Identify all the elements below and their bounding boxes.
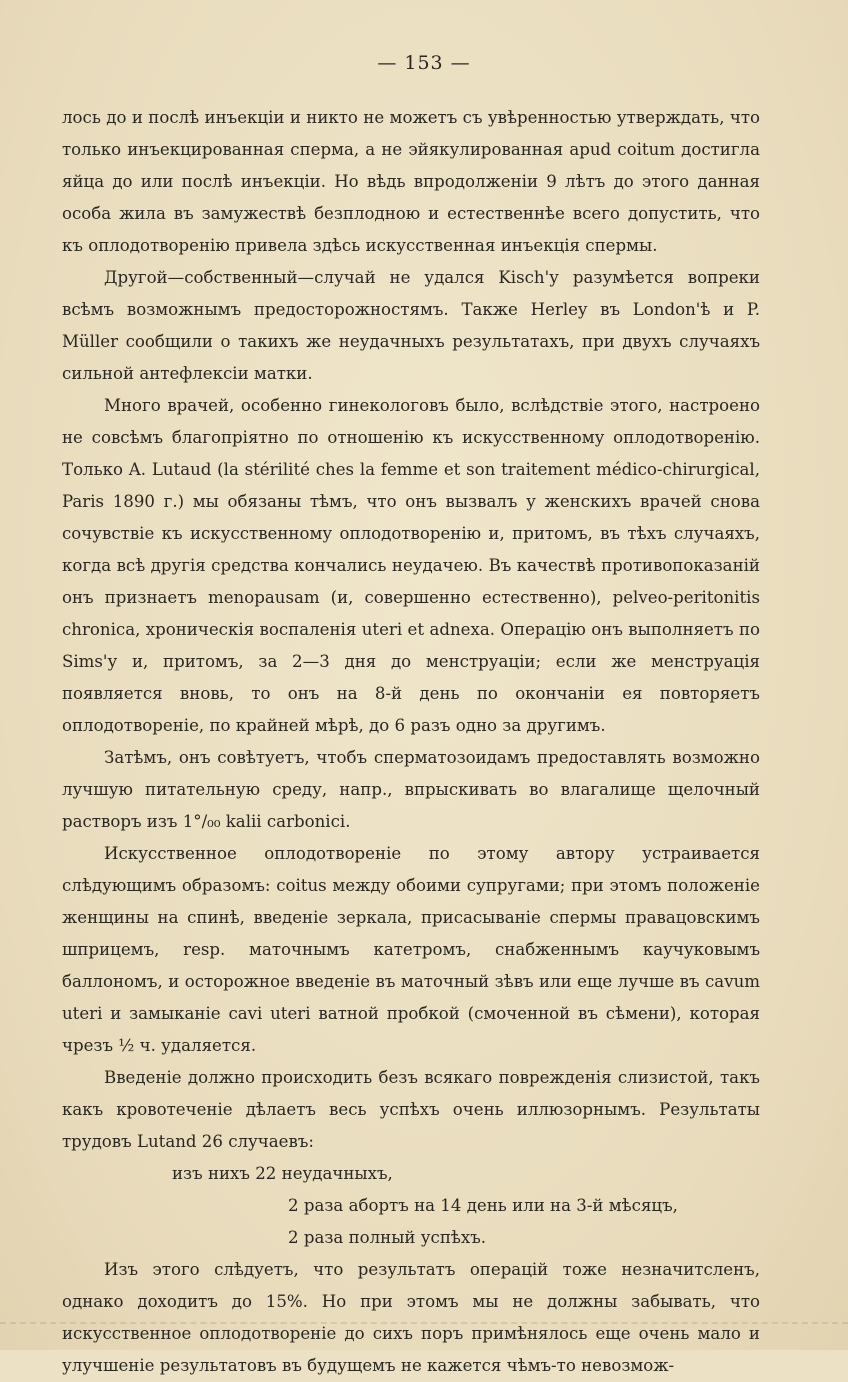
paragraph-nutrient-medium: Затѣмъ, онъ совѣтуетъ, чтобъ сперматозоидамъ предоставлять возможно лучшую питательную среду, напр., впрыскивать во влагалище щелочный растворъ изъ 1°/₀₀ kalii carbonici.: [62, 748, 760, 831]
paragraph-procedure: Искусственное оплодотвореніе по этому автору устраивается слѣдующимъ образомъ: coitus между обоими супругами; при этомъ положеніе женщины на спинѣ, введеніе зеркала, присасываніе спермы правацовскимъ шприцемъ, resp. маточнымъ катетромъ, снабженнымъ каучуковымъ баллономъ, и осторожное введеніе въ маточный зѣвъ или еще лучше въ cavum uteri и замыканіе cavi uteri ватной пробкой (смоченной въ сѣмени), которая чрезъ ½ ч. удаляется.: [62, 844, 760, 1055]
page-edge-mark: [0, 1322, 848, 1332]
paragraph-results-intro: Введеніе должно происходить безъ всякаго поврежденія слизистой, такъ какъ кровотеченіе дѣлаетъ весь успѣхъ очень иллюзорнымъ. Результаты трудовъ Lutand 26 случаевъ:: [62, 1068, 760, 1151]
paragraph-kisch-case: Другой—собственный—случай не удался Kisch'у разумѣется вопреки всѣмъ возможнымъ предосторожностямъ. Также Herley въ London'ѣ и P. Müller сообщили о такихъ же неудачныхъ результатахъ, при двухъ случаяхъ сильной антефлексіи матки.: [62, 268, 760, 383]
list-item: изъ нихъ 22 неудачныхъ,: [172, 1164, 393, 1183]
list-item: 2 раза абортъ на 14 день или на 3-й мѣсяцъ,: [288, 1196, 678, 1215]
paragraph-conclusion: Изъ этого слѣдуетъ, что результатъ операцій тоже незначитсленъ, однако доходитъ до 15%. Но при этомъ мы не должны забывать, что искусственное оплодотвореніе до сихъ поръ примѣнялось еще очень мало и улучшеніе результатовъ въ будущемъ не кажется чѣмъ-то невозмож-: [62, 1260, 760, 1375]
results-list: [62, 1158, 760, 1254]
paragraph-lutaud-method: Много врачей, особенно гинекологовъ было, вслѣдствіе этого, настроено не совсѣмъ благопріятно по отношенію къ искусственному оплодотворенію. Только A. Lutaud (la stérilité ches la femme et son traitement médico-chirurgical, Paris 1890 г.) мы обязаны тѣмъ, что онъ вызвалъ у женскихъ врачей снова сочувствіе къ искусственному оплодотворенію и, притомъ, въ тѣхъ случаяхъ, когда всѣ другія средства кончались неудачею. Въ качествѣ противопоказаній онъ признаетъ menopausam (и, совершенно естественно), pelveo-peritonitis chronica, хроническія воспаленія uteri et adnexa. Операцію онъ выполняетъ по Sims'у и, притомъ, за 2—3 дня до менструаціи; если же менструація появляется вновь, то онъ на 8-й день по окончаніи ея повторяетъ оплодотвореніе, по крайней мѣрѣ, до 6 разъ одно за другимъ.: [62, 396, 760, 735]
paragraph-continuation: лось до и послѣ инъекціи и никто не можетъ съ увѣренностью утверждать, что только инъекцированная сперма, а не эйякулированная apud coitum достигла яйца до или послѣ инъекціи. Но вѣдь впродолженіи 9 лѣтъ до этого данная особа жила въ замужествѣ безплодною и естественнѣе всего допустить, что къ оплодотворенію привела здѣсь искусственная инъекція спермы.: [62, 108, 760, 255]
page-number: — 153 —: [377, 52, 471, 74]
body-text: [62, 102, 760, 1382]
list-item: 2 раза полный успѣхъ.: [288, 1228, 487, 1247]
